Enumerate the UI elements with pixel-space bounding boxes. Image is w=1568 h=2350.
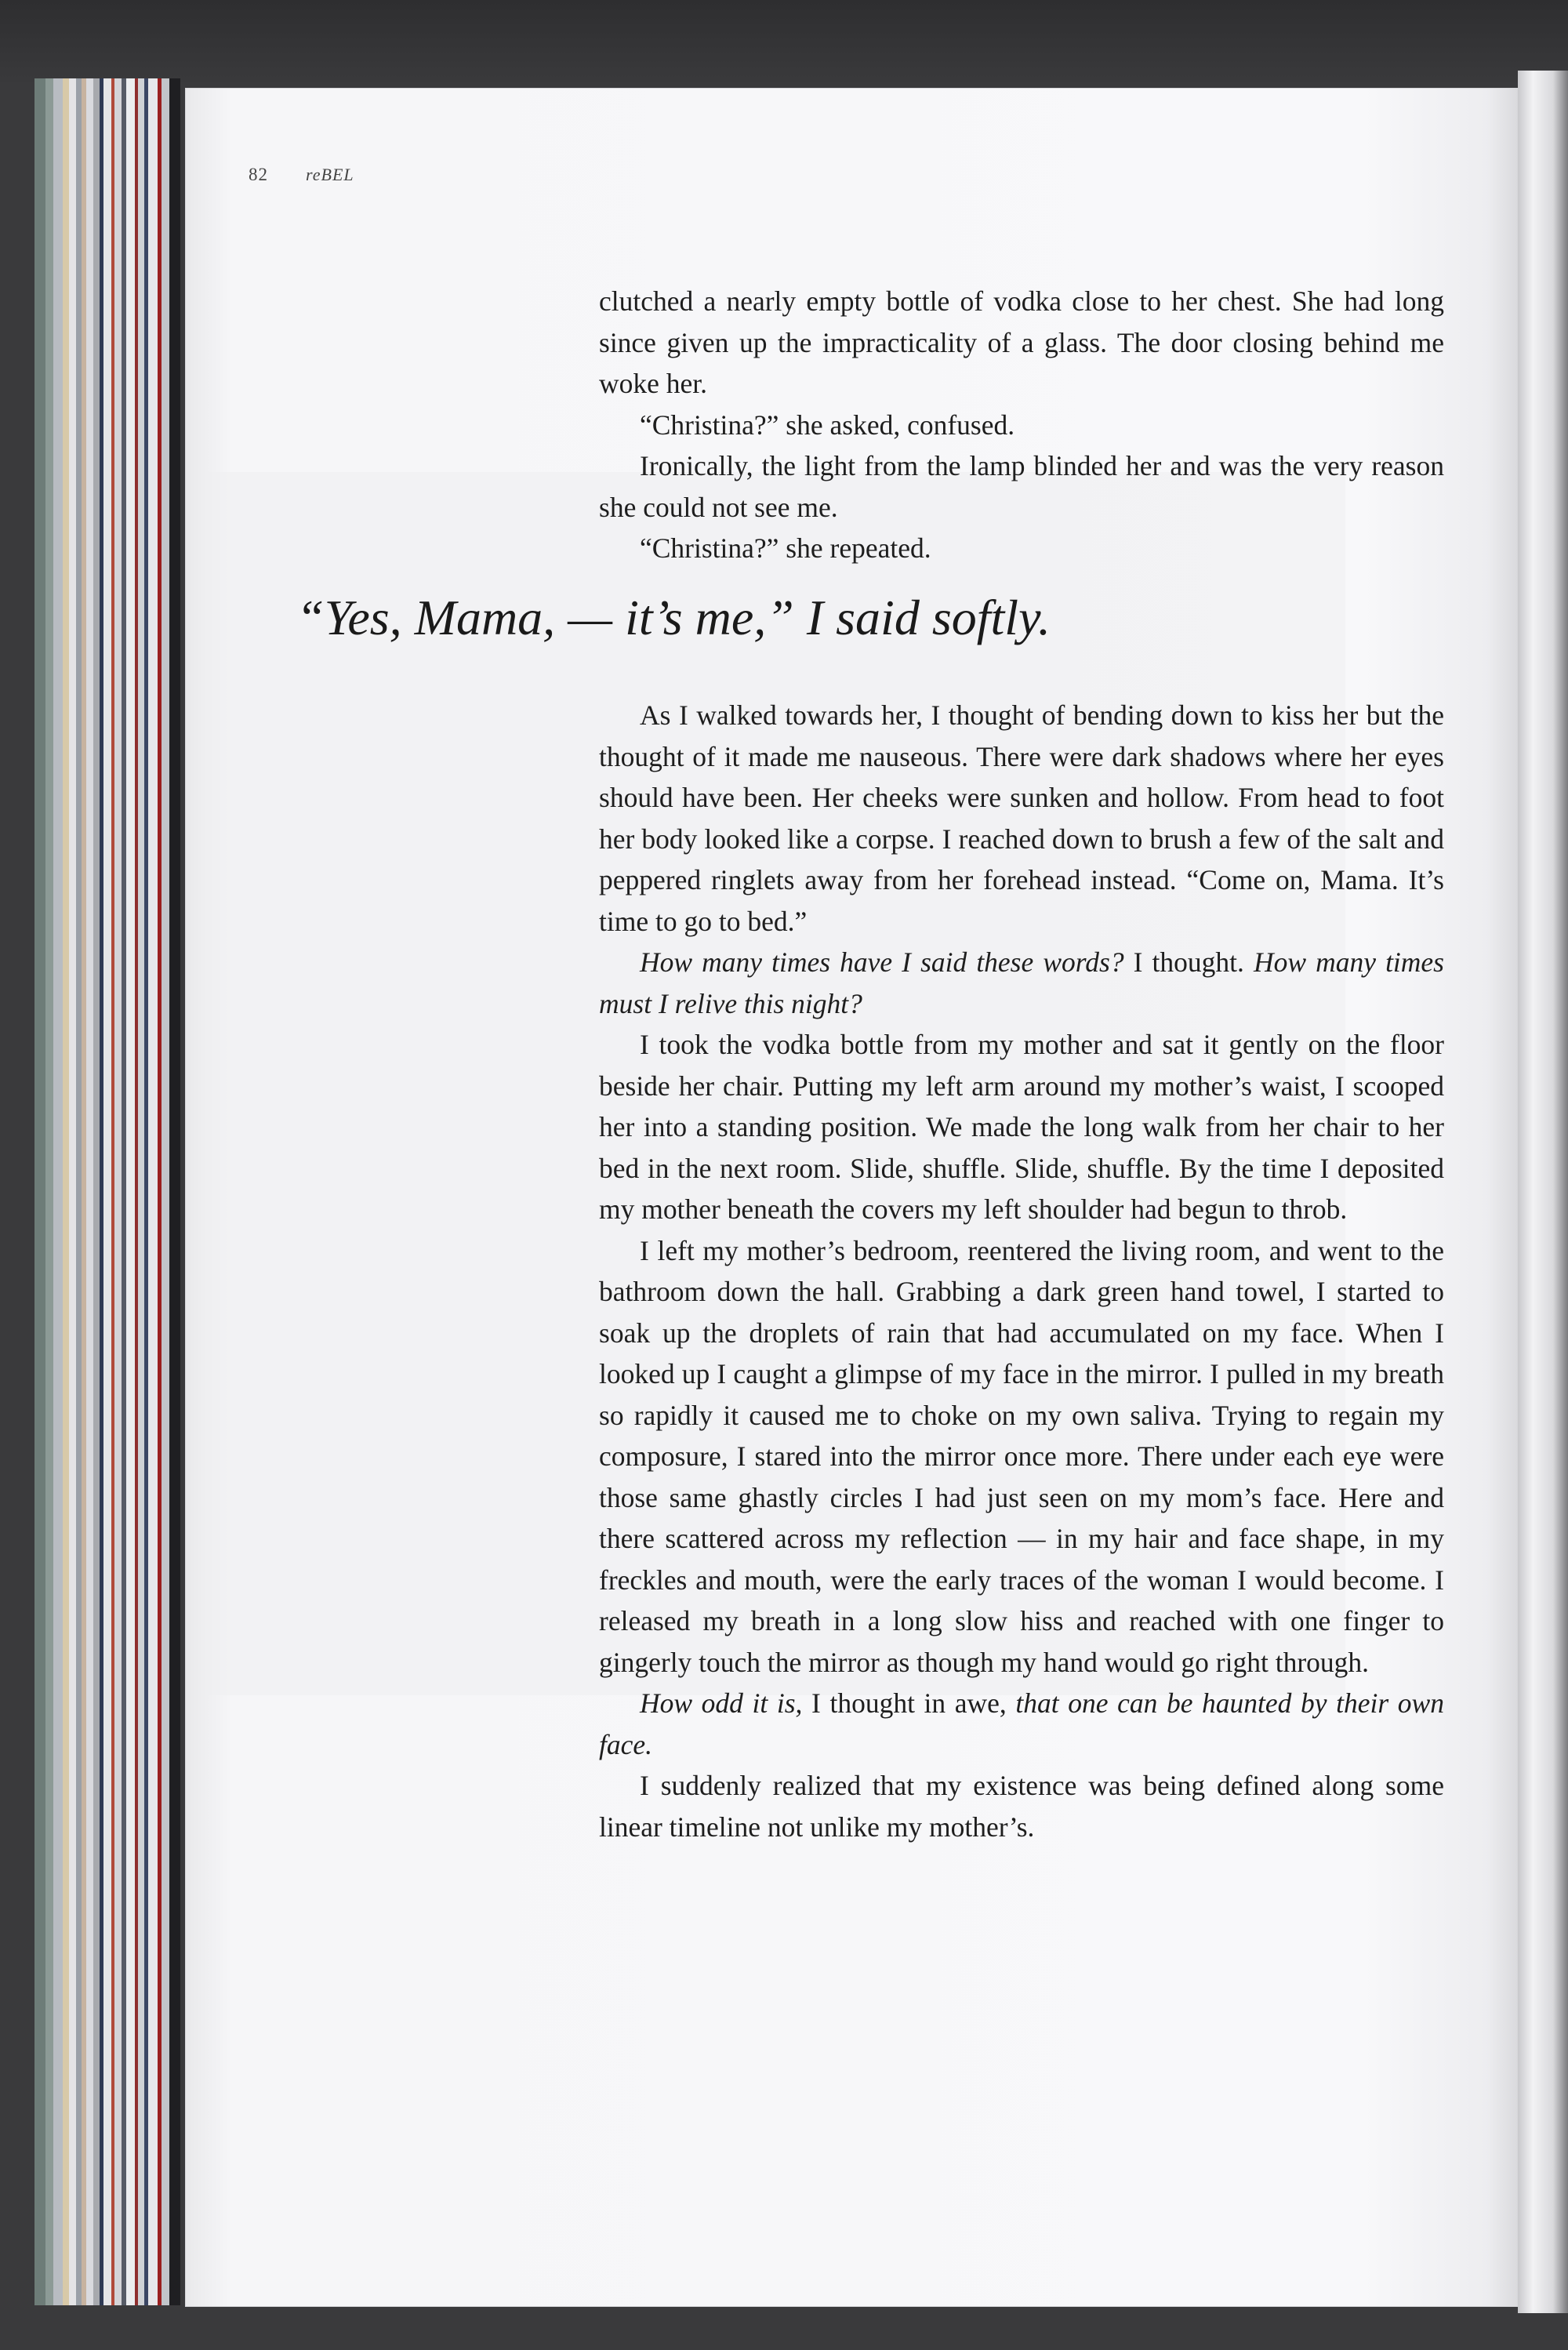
italic-run: How odd it is, [640,1687,803,1719]
text-run: As I walked towards her, I thought of bending down to kiss her but the thought of it made me nauseous. There were dark shadows where her eyes should have been. Her cheeks were sunken and hollow. From head to foot her body looked like a corpse. I reached down to brush a few of the salt and peppered ringlets away from her forehead instead. “Come on, Mama. It’s time to go to bed.” [599,699,1444,937]
italic-run: that one can be haunted by their own face. [599,1687,1444,1760]
text-run: clutched a nearly empty bottle of vodka close to her chest. She had long since given up the impracticality of a glass. The door closing behind me woke her. [599,285,1444,399]
body-text-block-2 [599,695,1444,1847]
paragraph [599,1765,1444,1847]
paragraph [599,1683,1444,1765]
italic-run: How many times must I relive this night? [599,946,1444,1019]
page-edge-stripe [53,78,63,2305]
scanner-background [0,0,1568,86]
page-number: 82 [249,165,268,184]
paragraph [599,942,1444,1024]
page-edge-stripe [103,78,111,2305]
body-text-block-1 [599,281,1444,569]
page-edge-stripe [169,78,180,2305]
text-run: I thought. [1123,946,1254,978]
paragraph [599,695,1444,942]
text-run: I took the vodka bottle from my mother and sat it gently on the floor beside her chair. Putting my left arm around my mother’s waist, I scooped her into a standing position. We made the long walk from her chair to her bed in the next room. Slide, shuffle. Slide, shuffle. By the time I deposited my mother beneath the covers my left shoulder had begun to throb. [599,1029,1444,1225]
paragraph [599,281,1444,405]
paragraph [599,405,1444,446]
page-edge-stripe [126,78,135,2305]
text-run: I suddenly realized that my existence was being defined along some linear timeline not unlike my mother’s. [599,1770,1444,1843]
page-edge-stripe [148,78,158,2305]
paragraph [599,528,1444,569]
text-run: I left my mother’s bedroom, reentered the living room, and went to the bathroom down the hall. Grabbing a dark green hand towel, I started to soak up the droplets of rain that had accumulated on my face. When I looked up I caught a glimpse of my face in the mirror. I pulled in my breath so rapidly it caused me to choke on my own saliva. Trying to regain my composure, I stared into the mirror once more. There under each eye were those same ghastly circles I had just seen on my mom’s face. Here and there scattered across my reflection — in my hair and face shape, in my freckles and mouth, were the early traces of the woman I would become. I released my breath in a long slow hiss and reached with one finger to gingerly touch the mirror as though my hand would go right through. [599,1234,1444,1678]
page-edge-stripe [93,78,100,2305]
page-edge-stripe [34,78,45,2305]
pull-quote: “Yes, Mama, — it’s me,” I said softly. [296,590,1051,645]
page-edge-stripe [63,78,69,2305]
paragraph [599,445,1444,528]
running-head: reBEL [306,165,354,184]
paragraph [599,1024,1444,1230]
text-run: I thought in awe, [802,1687,1016,1719]
text-run: “Christina?” she asked, confused. [640,409,1015,441]
page-edge-stripe [69,78,76,2305]
page-edge-stripe [114,78,122,2305]
page-edge-stripe [86,78,93,2305]
book-spine-edge [1518,71,1568,2313]
italic-run: How many times have I said these words? [640,946,1124,978]
page-edge-stripe [45,78,53,2305]
text-run: “Christina?” she repeated. [640,532,931,564]
stacked-page-edges [34,78,188,2305]
page-edge-stripe [162,78,169,2305]
paragraph [599,1230,1444,1684]
page-edge-stripe [76,78,82,2305]
text-run: Ironically, the light from the lamp blinded her and was the very reason she could not see me. [599,450,1444,523]
page-edge-stripe [138,78,144,2305]
